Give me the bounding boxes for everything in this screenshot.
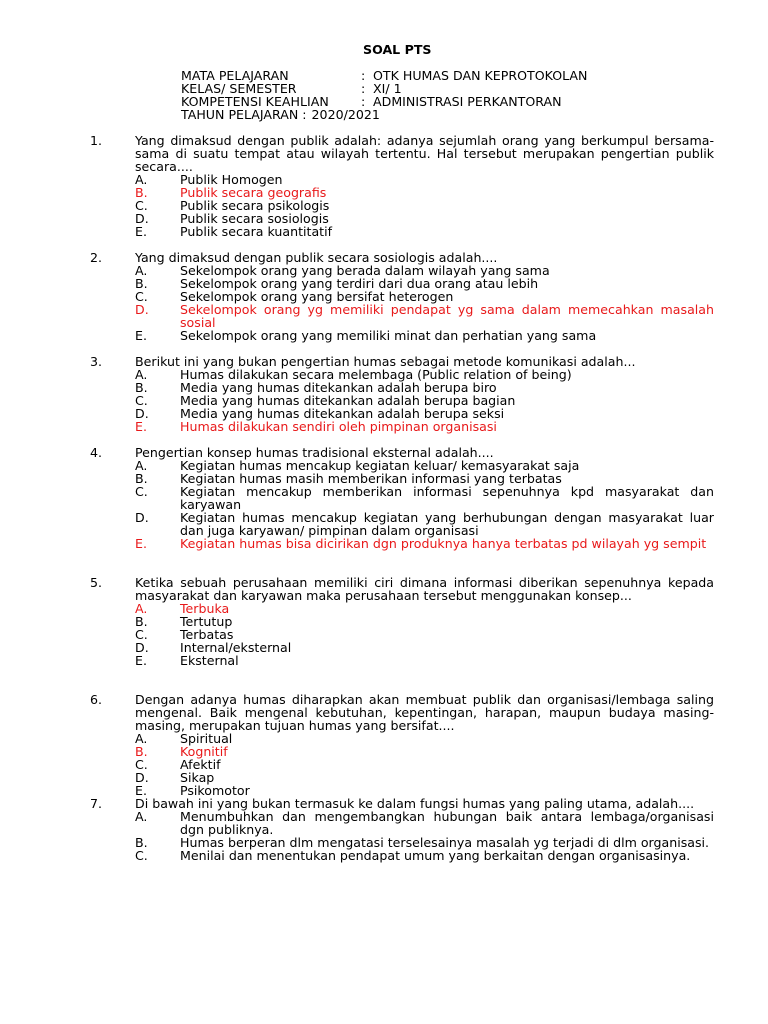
option-text: Media yang humas ditekankan adalah berupa seksi (180, 406, 505, 421)
option-letter: A. (135, 601, 148, 616)
option-text: Afektif (180, 757, 221, 772)
info-colon: : (361, 81, 366, 96)
option-letter: B. (135, 471, 148, 486)
option-letter: D. (135, 640, 149, 655)
option-letter: D. (135, 406, 149, 421)
option-text: Terbuka (180, 601, 230, 616)
option-b-answer (135, 745, 714, 758)
option-letter: C. (135, 289, 148, 304)
option-text: Media yang humas ditekankan adalah berupa bagian (180, 393, 516, 408)
page-title: SOAL PTS (363, 42, 432, 57)
option-d (135, 511, 714, 537)
option-letter: A. (135, 458, 148, 473)
option-text: Internal/eksternal (180, 640, 292, 655)
option-text: Kegiatan humas bisa dicirikan dgn produknya hanya terbatas pd wilayah yg sempit (180, 536, 707, 551)
question-3 (90, 355, 714, 433)
option-text: Publik secara psikologis (180, 198, 330, 213)
question-number: 3. (90, 354, 103, 369)
option-letter: A. (135, 809, 148, 824)
option-letter: D. (135, 302, 149, 317)
option-e (135, 329, 714, 342)
info-row-year (181, 108, 587, 121)
option-letter: A. (135, 731, 148, 746)
info-value: OTK HUMAS DAN KEPROTOKOLAN (373, 68, 588, 83)
option-letter: C. (135, 848, 148, 863)
exam-info (181, 69, 587, 121)
option-letter: D. (135, 211, 149, 226)
question-1 (90, 134, 714, 238)
option-text: Menumbuhkan dan mengembangkan hubungan baik antara lembaga/organisasi dgn publiknya. (180, 809, 714, 837)
question-number: 4. (90, 445, 103, 460)
option-letter: B. (135, 744, 148, 759)
option-letter: E. (135, 328, 147, 343)
question-text: Pengertian konsep humas tradisional eksternal adalah.... (135, 445, 494, 460)
option-text: Publik secara geografis (180, 185, 327, 200)
option-text: Humas dilakukan secara melembaga (Public relation of being) (180, 367, 572, 382)
option-text: Sekelompok orang yang terdiri dari dua orang atau lebih (180, 276, 539, 291)
option-letter: B. (135, 276, 148, 291)
info-value: 2020/2021 (311, 107, 380, 122)
option-text: Publik secara sosiologis (180, 211, 329, 226)
question-text: Berikut ini yang bukan pengertian humas sebagai metode komunikasi adalah... (135, 354, 636, 369)
option-text: Kognitif (180, 744, 228, 759)
question-7 (90, 797, 714, 862)
info-label: KELAS/ SEMESTER (181, 81, 297, 96)
option-text: Humas dilakukan sendiri oleh pimpinan organisasi (180, 419, 497, 434)
option-letter: C. (135, 484, 148, 499)
option-letter: E. (135, 224, 147, 239)
option-text: Spiritual (180, 731, 233, 746)
option-e-answer (135, 420, 714, 433)
option-d-answer (135, 303, 714, 329)
option-text: Kegiatan mencakup memberikan informasi sepenuhnya kpd masyarakat dan karyawan (180, 484, 714, 512)
option-letter: A. (135, 172, 148, 187)
option-text: Eksternal (180, 653, 239, 668)
question-2 (90, 251, 714, 342)
option-text: Kegiatan humas masih memberikan informasi yang terbatas (180, 471, 562, 486)
option-text: Sikap (180, 770, 215, 785)
question-text: Yang dimaksud dengan publik secara sosiologis adalah.... (135, 250, 498, 265)
option-letter: C. (135, 198, 148, 213)
info-colon: : (361, 68, 366, 83)
info-value: ADMINISTRASI PERKANTORAN (373, 94, 562, 109)
option-letter: C. (135, 757, 148, 772)
question-text: Di bawah ini yang bukan termasuk ke dalam fungsi humas yang paling utama, adalah.... (135, 796, 695, 811)
option-text: Sekelompok orang yg memiliki pendapat yg sama dalam memecahkan masalah sosial (180, 302, 714, 330)
option-text: Menilai dan menentukan pendapat umum yang berkaitan dengan organisasinya. (180, 848, 691, 863)
question-number: 2. (90, 250, 103, 265)
option-letter: B. (135, 835, 148, 850)
option-text: Publik secara kuantitatif (180, 224, 333, 239)
option-text: Sekelompok orang yang memiliki minat dan perhatian yang sama (180, 328, 597, 343)
info-label: MATA PELAJARAN (181, 68, 289, 83)
option-letter: D. (135, 510, 149, 525)
option-text: Media yang humas ditekankan adalah berupa biro (180, 380, 497, 395)
option-text: Kegiatan humas mencakup kegiatan yang berhubungan dengan masyarakat luar dan juga karyawan/ pimpinan dalam organisasi (180, 510, 714, 538)
question-number: 6. (90, 692, 103, 707)
question-text: Yang dimaksud dengan publik adalah: adanya sejumlah orang yang berkumpul bersama-sama di suatu tempat atau wilayah tertentu. Hal tersebut merupakan pengertian publik secara.... (135, 133, 714, 174)
option-c (135, 485, 714, 511)
info-label: KOMPETENSI KEAHLIAN (181, 94, 329, 109)
option-letter: C. (135, 627, 148, 642)
option-letter: A. (135, 263, 148, 278)
question-text: Ketika sebuah perusahaan memiliki ciri dimana informasi diberikan sepenuhnya kepada masyarakat dan karyawan maka perusahaan tersebut menggunakan konsep... (135, 575, 714, 603)
question-text: Dengan adanya humas diharapkan akan membuat publik dan organisasi/lembaga saling mengenal. Baik mengenal kebutuhan, kepentingan, harapan, maupun budaya masing-masing, merupakan tujuan humas yang bersifat.... (135, 692, 714, 733)
question-number: 1. (90, 133, 103, 148)
option-e-answer (135, 537, 714, 550)
option-text: Terbatas (180, 627, 234, 642)
option-a (135, 810, 714, 836)
option-letter: B. (135, 380, 148, 395)
option-text: Psikomotor (180, 783, 250, 798)
option-text: Humas berperan dlm mengatasi terselesainya masalah yg terjadi di dlm organisasi. (180, 835, 710, 850)
option-letter: C. (135, 393, 148, 408)
info-colon: : (361, 94, 366, 109)
option-letter: E. (135, 536, 147, 551)
question-6 (90, 693, 714, 797)
option-text: Tertutup (180, 614, 233, 629)
question-5 (90, 576, 714, 667)
option-letter: B. (135, 614, 148, 629)
option-e (135, 654, 714, 667)
option-c (135, 849, 714, 862)
question-4 (90, 446, 714, 550)
option-letter: D. (135, 770, 149, 785)
question-number: 5. (90, 575, 103, 590)
option-e (135, 225, 714, 238)
option-letter: E. (135, 653, 147, 668)
info-label: TAHUN PELAJARAN : (181, 107, 307, 122)
option-text: Kegiatan humas mencakup kegiatan keluar/ kemasyarakat saja (180, 458, 580, 473)
option-letter: E. (135, 419, 147, 434)
option-text: Sekelompok orang yang bersifat heterogen (180, 289, 454, 304)
option-letter: A. (135, 367, 148, 382)
option-text: Sekelompok orang yang berada dalam wilayah yang sama (180, 263, 550, 278)
info-value: XI/ 1 (373, 81, 402, 96)
option-c (135, 758, 714, 771)
option-letter: B. (135, 185, 148, 200)
option-text: Publik Homogen (180, 172, 283, 187)
option-letter: E. (135, 783, 147, 798)
question-number: 7. (90, 796, 103, 811)
